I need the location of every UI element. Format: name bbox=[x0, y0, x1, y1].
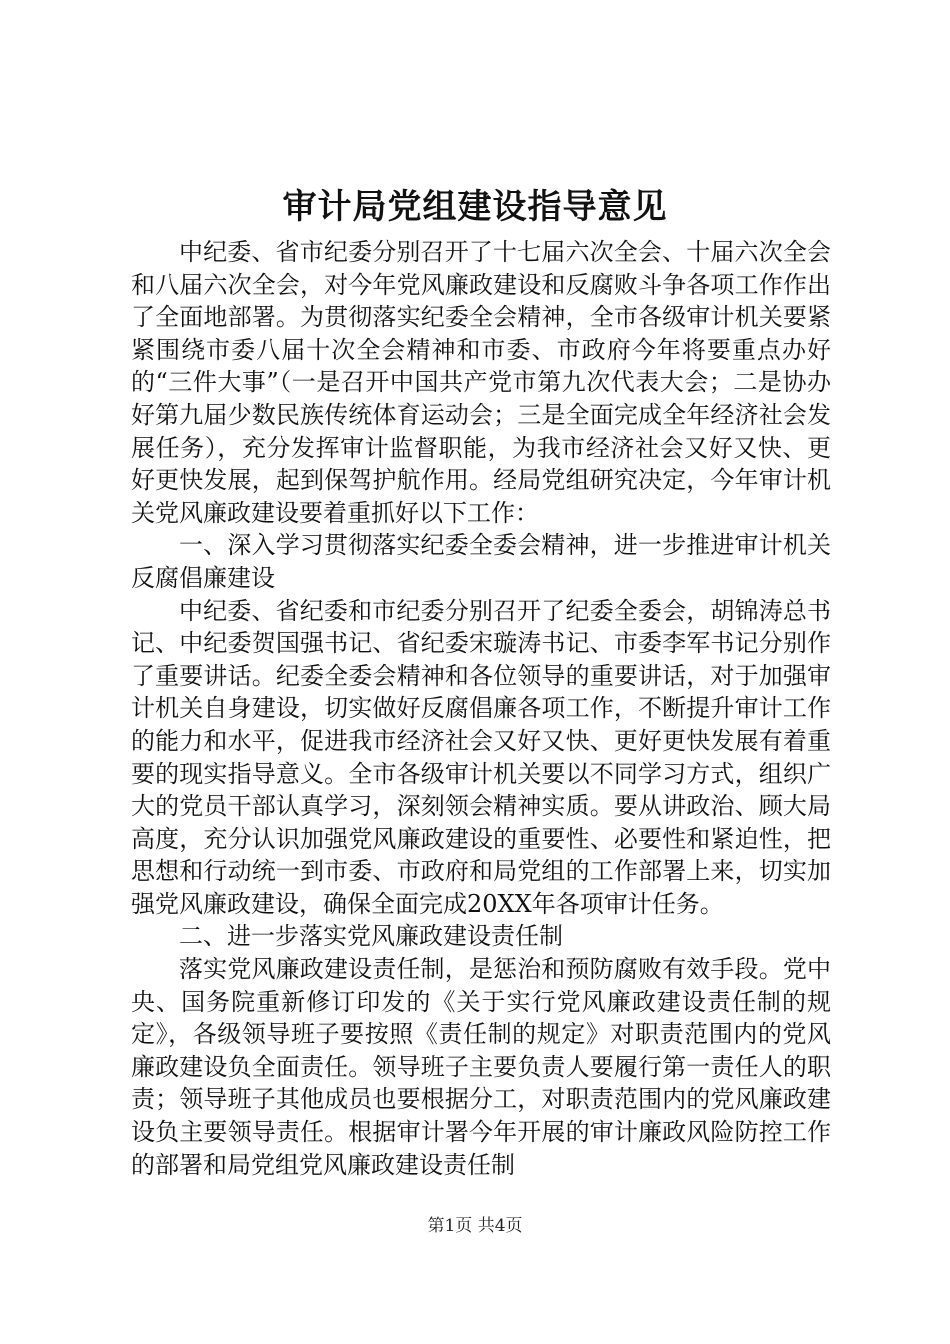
document-title: 审计局党组建设指导意见 bbox=[282, 187, 668, 227]
paragraph-section-2: 落实党风廉政建设责任制，是惩治和预防腐败有效手段。党中央、国务院重新修订印发的《关于实行党风廉政建设责任制的规定》，各级领导班子要按照《责任制的规定》对职责范围内的党风廉政建设负全面责任。领导班子主要负责人要履行第一责任人的职责；领导班子其他成员也要根据分工，对职责范围内的党风廉政建设负主要领导责任。根据审计署今年开展的审计廉政风险防控工作的部署和局党组党风廉政建设责任制 bbox=[131, 955, 831, 1179]
section-heading-1: 一、深入学习贯彻落实纪委全委会精神，进一步推进审计机关反腐倡廉建设 bbox=[131, 531, 831, 592]
section-heading-2: 二、进一步落实党风廉政建设责任制 bbox=[179, 922, 563, 951]
page-number-footer: 第1页 共4页 bbox=[427, 1216, 523, 1236]
paragraph-section-1: 中纪委、省纪委和市纪委分别召开了纪委全委会，胡锦涛总书记、中纪委贺国强书记、省纪委宋璇涛书记、市委李军书记分别作了重要讲话。纪委全委会精神和各位领导的重要讲话，对于加强审计机关自身建设，切实做好反腐倡廉各项工作，不断提升审计工作的能力和水平，促进我市经济社会又好又快、更好更快发展有着重要的现实指导意义。全市各级审计机关要以不同学习方式，组织广大的党员干部认真学习，深刻领会精神实质。要从讲政治、顾大局高度，充分认识加强党风廉政建设的重要性、必要性和紧迫性，把思想和行动统一到市委、市政府和局党组的工作部署上来，切实加强党风廉政建设，确保全面完成20XX年各项审计任务。 bbox=[131, 596, 831, 918]
paragraph-intro: 中纪委、省市纪委分别召开了十七届六次全会、十届六次全会和八届六次全会，对今年党风廉政建设和反腐败斗争各项工作作出了全面地部署。为贯彻落实纪委全会精神，全市各级审计机关要紧紧围绕市委八届十次全会精神和市委、市政府今年将要重点办好的“三件大事”（一是召开中国共产党市第九次代表大会；二是协办好第九届少数民族传统体育运动会；三是全面完成全年经济社会发展任务），充分发挥审计监督职能，为我市经济社会又好又快、更好更快发展，起到保驾护航作用。经局党组研究决定，今年审计机关党风廉政建设要着重抓好以下工作： bbox=[131, 238, 831, 527]
document-body bbox=[131, 236, 831, 1181]
